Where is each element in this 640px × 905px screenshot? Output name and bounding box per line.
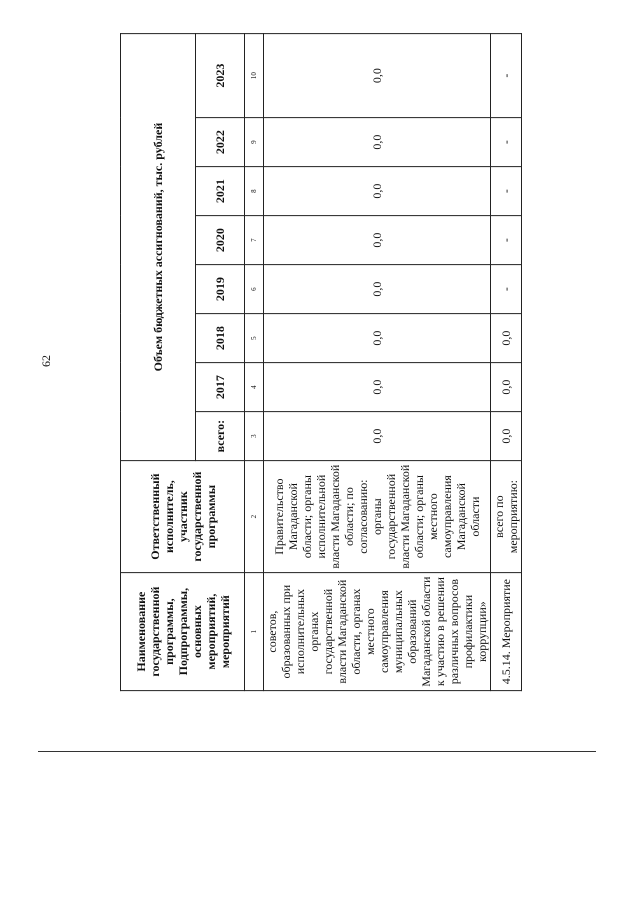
- header-year-2021: 2021: [196, 167, 245, 216]
- column-number: 1: [245, 573, 264, 691]
- column-number: 7: [245, 216, 264, 265]
- header-year-2023: 2023: [196, 34, 245, 118]
- value-total: 0,0: [491, 412, 522, 461]
- column-number: 3: [245, 412, 264, 461]
- header-year-2018: 2018: [196, 314, 245, 363]
- row-responsible-cell: Правительство Магаданской области; органы исполнительной власти Магаданской области; по согласованию: органы государственной власти Магаданской области; органы местного самоуправления Магаданской области: [264, 461, 491, 573]
- column-number: 4: [245, 363, 264, 412]
- value-2020: 0,0: [264, 216, 491, 265]
- column-number: 9: [245, 118, 264, 167]
- header-year-2017: 2017: [196, 363, 245, 412]
- row-name-cell: 4.5.14. Мероприятие: [491, 573, 522, 691]
- header-budget-group: Объем бюджетных ассигнований, тыс. рублей: [121, 34, 196, 461]
- value-2019: 0,0: [264, 265, 491, 314]
- row-name-cell: советов, образованных при исполнительных органах государственной власти Магаданской области, органах местного самоуправления муниципальных образований Магаданской области к участию в решении различных вопросов профилактики коррупции»: [264, 573, 491, 691]
- value-2022: 0,0: [264, 118, 491, 167]
- column-number: 5: [245, 314, 264, 363]
- table-row: [491, 34, 522, 691]
- column-number: 2: [245, 461, 264, 573]
- value-2021: -: [491, 167, 522, 216]
- bottom-rule-line: [38, 751, 596, 752]
- column-number-row: [245, 34, 264, 691]
- column-number: 8: [245, 167, 264, 216]
- header-year-2019: 2019: [196, 265, 245, 314]
- table-row: [264, 34, 491, 691]
- value-total: 0,0: [264, 412, 491, 461]
- column-number: 10: [245, 34, 264, 118]
- value-2021: 0,0: [264, 167, 491, 216]
- page-number: 62: [39, 355, 53, 367]
- value-2023: -: [491, 34, 522, 118]
- value-2019: -: [491, 265, 522, 314]
- column-number: 6: [245, 265, 264, 314]
- header-year-2020: 2020: [196, 216, 245, 265]
- value-2020: -: [491, 216, 522, 265]
- header-name: Наименование государственной программы, Подпрограммы, основных мероприятий, мероприятий: [121, 573, 245, 691]
- value-2023: 0,0: [264, 34, 491, 118]
- value-2018: 0,0: [491, 314, 522, 363]
- row-responsible-cell: всего по мероприятию:: [491, 461, 522, 573]
- value-2022: -: [491, 118, 522, 167]
- budget-table: [120, 33, 522, 691]
- header-total: всего:: [196, 412, 245, 461]
- value-2017: 0,0: [491, 363, 522, 412]
- value-2017: 0,0: [264, 363, 491, 412]
- header-year-2022: 2022: [196, 118, 245, 167]
- header-responsible: Ответственный исполнитель, участник государственной программы: [121, 461, 245, 573]
- value-2018: 0,0: [264, 314, 491, 363]
